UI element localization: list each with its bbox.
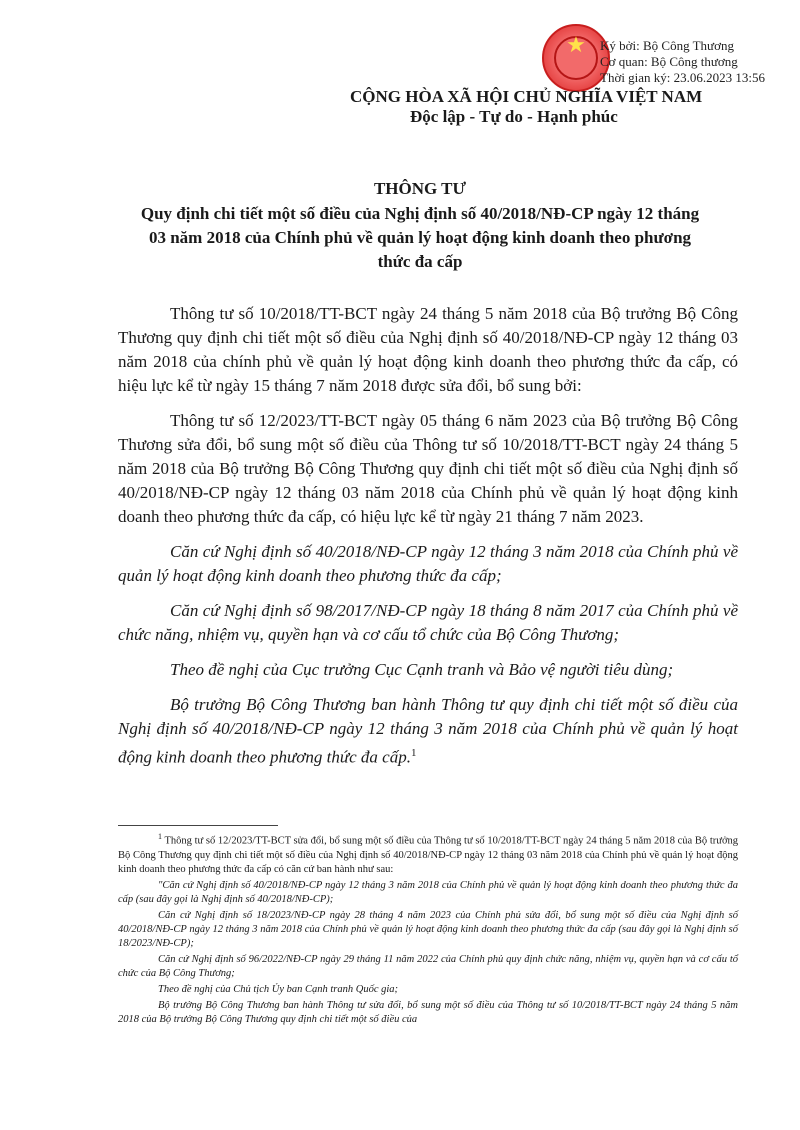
footnote-issuance: Bộ trưởng Bộ Công Thương ban hành Thông tư sửa đổi, bổ sung một số điều của Thông tư số 10/2018/TT-BCT ngày 24 tháng 5 năm 2018 của Bộ trưởng Bộ Công Thương quy định chi tiết một số điều của [118, 999, 738, 1025]
document-body [118, 302, 738, 781]
paragraph-proposal: Theo đề nghị của Cục trưởng Cục Cạnh tranh và Bảo vệ người tiêu dùng; [170, 660, 674, 679]
paragraph-original-circular: Thông tư số 10/2018/TT-BCT ngày 24 tháng 5 năm 2018 của Bộ trưởng Bộ Công Thương quy định chi tiết một số điều của Nghị định số 40/2018/NĐ-CP ngày 12 tháng 03 năm 2018 của chính phủ về quản lý hoạt động kinh doanh theo phương thức đa cấp, có hiệu lực kể từ ngày 15 tháng 7 năm 2018 được sửa đổi, bổ sung bởi: [118, 304, 738, 395]
footnotes [118, 830, 738, 1029]
issuance-text: Bộ trưởng Bộ Công Thương ban hành Thông tư quy định chi tiết một số điều của Nghị định số 40/2018/NĐ-CP ngày 12 tháng 3 năm 2018 của Chính phủ về quản lý hoạt động kinh doanh theo phương thức đa cấp. [118, 695, 738, 767]
signature-agency: Cơ quan: Bộ Công thương [600, 54, 738, 69]
signature-signed-by: Ký bởi: Bộ Công Thương [600, 38, 734, 53]
document-type: THÔNG TƯ [373, 179, 467, 198]
paragraph-issuance [118, 693, 738, 770]
paragraph-basis-decree-98: Căn cứ Nghị định số 98/2017/NĐ-CP ngày 18 tháng 8 năm 2017 của Chính phủ về chức năng, nhiệm vụ, quyền hạn và cơ cấu tổ chức của Bộ Công Thương; [118, 601, 738, 644]
footnote-basis-decree-40: "Căn cứ Nghị định số 40/2018/NĐ-CP ngày 12 tháng 3 năm 2018 của Chính phủ về quản lý hoạt động kinh doanh theo phương thức đa cấp (sau đây gọi là Nghị định số 40/2018/NĐ-CP); [118, 879, 738, 905]
footnote-basis-decree-18: Căn cứ Nghị định số 18/2023/NĐ-CP ngày 28 tháng 4 năm 2023 của Chính phủ sửa đổi, bổ sung một số điều của Nghị định số 40/2018/NĐ-CP ngày 12 tháng 3 năm 2018 của Chính phủ về quản lý hoạt động kinh doanh theo phương thức đa cấp (sau đây gọi là Nghị định số 18/2023/NĐ-CP); [118, 909, 738, 949]
national-title: CỘNG HÒA XÃ HỘI CHỦ NGHĨA VIỆT NAM [350, 87, 703, 106]
document-subtitle: Quy định chi tiết một số điều của Nghị định số 40/2018/NĐ-CP ngày 12 tháng 03 năm 2018 của Chính phủ về quản lý hoạt động kinh doanh theo phương thức đa cấp [140, 204, 700, 271]
paragraph-amending-circular: Thông tư số 12/2023/TT-BCT ngày 05 tháng 6 năm 2023 của Bộ trưởng Bộ Công Thương sửa đổi, bổ sung một số điều của Thông tư số 10/2018/TT-BCT ngày 24 tháng 5 năm 2018 của Bộ trưởng Bộ Công Thương quy định chi tiết một số điều của Nghị định số 40/2018/NĐ-CP ngày 12 tháng 03 năm 2018 của Chính phủ về quản lý hoạt động kinh doanh theo phương thức đa cấp, có hiệu lực kể từ ngày 21 tháng 7 năm 2023. [118, 411, 738, 526]
footnote-basis-decree-96: Căn cứ Nghị định số 96/2022/NĐ-CP ngày 29 tháng 11 năm 2022 của Chính phủ quy định chức năng, nhiệm vụ, quyền hạn và cơ cấu tổ chức của Bộ Công Thương; [118, 953, 738, 979]
digital-signature-block [600, 38, 765, 86]
paragraph-basis-decree-40: Căn cứ Nghị định số 40/2018/NĐ-CP ngày 12 tháng 3 năm 2018 của Chính phủ về quản lý hoạt động kinh doanh theo phương thức đa cấp; [118, 542, 738, 585]
footnote-1 [118, 830, 738, 877]
footnote-proposal: Theo đề nghị của Chủ tịch Ủy ban Cạnh tranh Quốc gia; [158, 983, 399, 995]
star-icon: ★ [566, 33, 586, 58]
footnote-divider [118, 825, 278, 826]
footnote-ref[interactable]: 1 [410, 747, 417, 759]
document-title-block [80, 178, 760, 274]
signature-time: Thời gian ký: 23.06.2023 13:56 [600, 70, 766, 85]
national-motto: Độc lập - Tự do - Hạnh phúc [410, 107, 618, 126]
footnote-marker: 1 [158, 832, 162, 841]
footnote-1-text: Thông tư số 12/2023/TT-BCT sửa đổi, bổ sung một số điều của Thông tư số 10/2018/TT-BCT ngày 24 tháng 5 năm 2018 của Bộ trưởng Bộ Công Thương quy định chi tiết một số điều của Nghị định số 40/2018/NĐ-CP ngày 12 tháng 03 năm 2018 của Chính phủ về quản lý hoạt động kinh doanh theo phương thức đa cấp có căn cứ ban hành như sau: [118, 835, 739, 875]
